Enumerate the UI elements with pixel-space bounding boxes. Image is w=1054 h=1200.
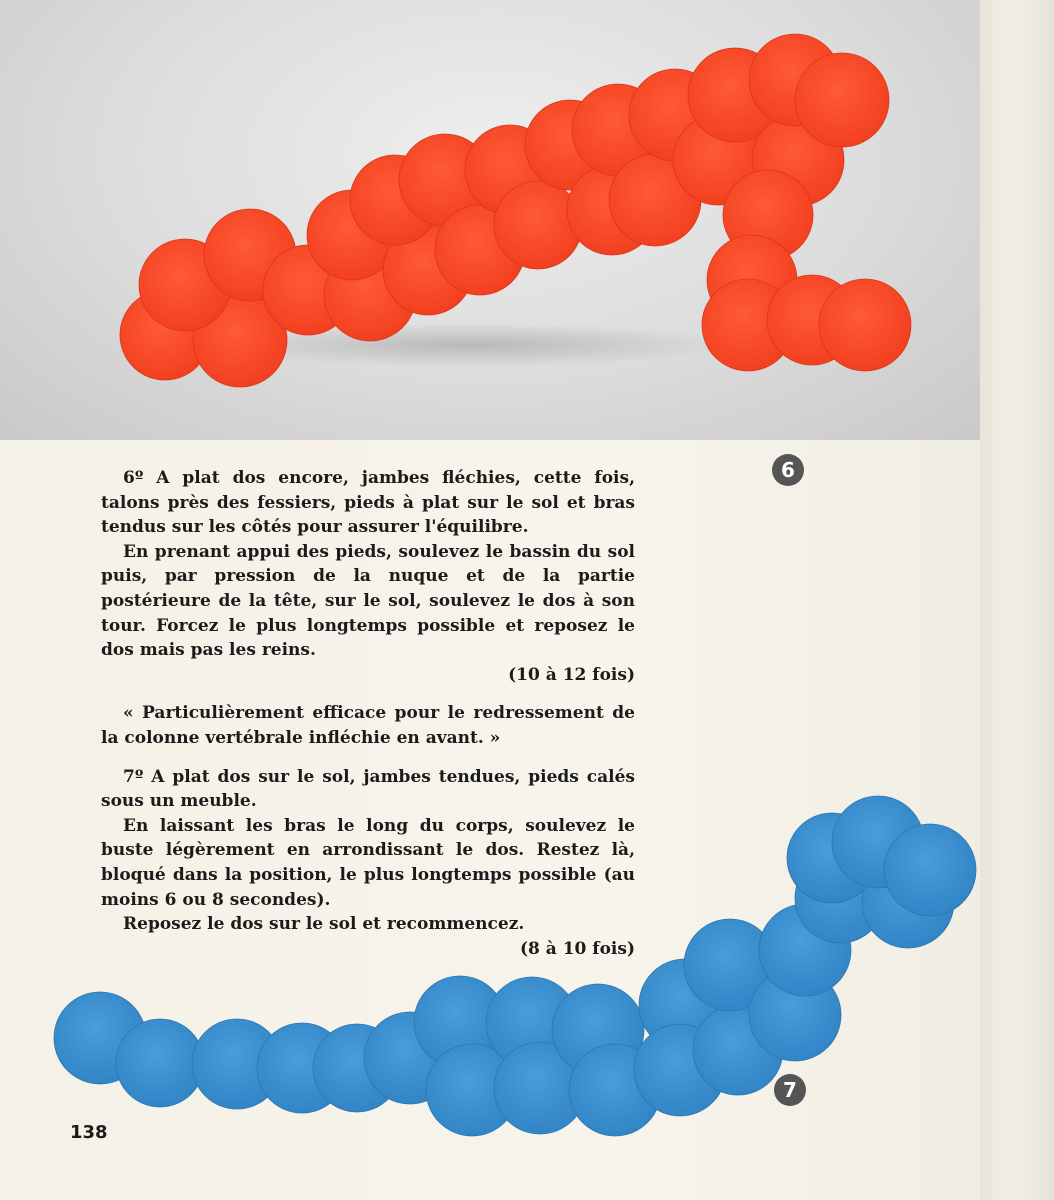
exercise-6-repetitions: (10 à 12 fois) [508,664,635,685]
figure-number-6-badge: 6 [772,454,804,486]
exercise-6-photo [0,0,980,440]
blue-discs [54,796,976,1136]
page-number: 138 [70,1122,108,1143]
figure-number-7-badge: 7 [774,1074,806,1106]
exercise-6-intro: 6º A plat dos encore, jambes fléchies, cette fois, talons près des fessiers, pieds à plat sur le sol et bras tendus sur les côtés pour assurer l'équilibre. [101,468,635,538]
red-disc-figure [0,0,980,440]
exercise-6-instructions: En prenant appui des pieds, soulevez le bassin du sol puis, par pression de la nuque et de la partie postérieure de la tête, sur le sol, soulevez le dos à son tour. Forcez le plus longtemps possible et reposez le dos mais pas les reins. [101,541,635,661]
exercise-7-repetitions: (8 à 10 fois) [519,938,635,959]
exercise-6-quote: « Particulièrement efficace pour le redressement de la colonne vertébrale infléchie en avant. » [101,703,635,748]
blue-disc-figure [0,780,1054,1160]
exercise-7-repeat-note: Reposez le dos sur le sol et recommencez. [123,914,525,935]
exercise-7-instructions: En laissant les bras le long du corps, soulevez le buste légèrement en arrondissant le dos. Restez là, bloqué dans la position, le plus longtemps possible (au moins 6 ou 8 secondes). [101,815,635,910]
exercise-7-intro: 7º A plat dos sur le sol, jambes tendues, pieds calés sous un meuble. [101,766,635,812]
